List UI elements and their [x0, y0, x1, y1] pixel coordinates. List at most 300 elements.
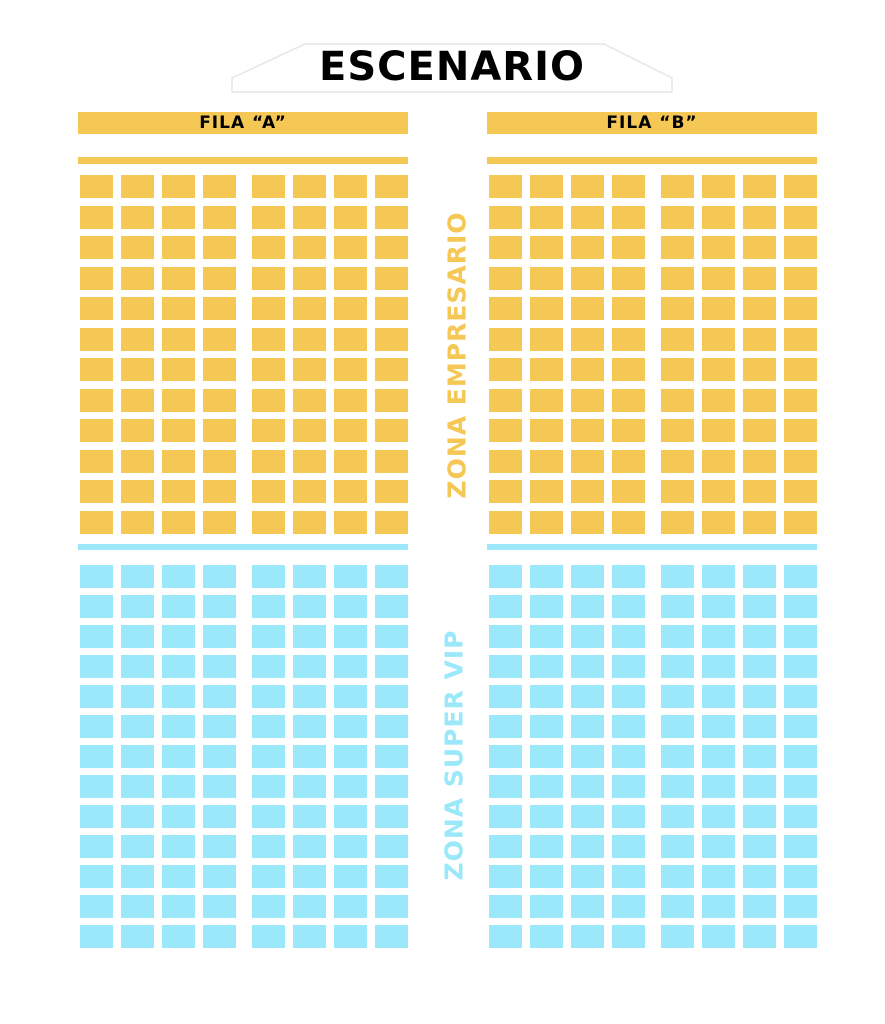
seat[interactable] — [293, 358, 326, 381]
seat[interactable] — [530, 328, 563, 351]
seat[interactable] — [334, 895, 367, 918]
seat[interactable] — [203, 206, 236, 229]
seat[interactable] — [334, 655, 367, 678]
seat[interactable] — [375, 480, 408, 503]
seat[interactable] — [489, 565, 522, 588]
seat[interactable] — [661, 175, 694, 198]
seat[interactable] — [203, 328, 236, 351]
seat[interactable] — [121, 358, 154, 381]
seat[interactable] — [334, 805, 367, 828]
seat[interactable] — [530, 175, 563, 198]
seat[interactable] — [784, 745, 817, 768]
seat[interactable] — [203, 297, 236, 320]
seat[interactable] — [162, 450, 195, 473]
seat[interactable] — [203, 895, 236, 918]
seat[interactable] — [702, 328, 735, 351]
seat[interactable] — [80, 328, 113, 351]
seat[interactable] — [661, 565, 694, 588]
seat[interactable] — [293, 625, 326, 648]
seat[interactable] — [252, 835, 285, 858]
seat[interactable] — [293, 685, 326, 708]
seat[interactable] — [252, 745, 285, 768]
seat[interactable] — [530, 685, 563, 708]
seat[interactable] — [612, 511, 645, 534]
seat[interactable] — [203, 419, 236, 442]
seat[interactable] — [571, 419, 604, 442]
seat[interactable] — [489, 328, 522, 351]
seat[interactable] — [530, 450, 563, 473]
seat[interactable] — [334, 175, 367, 198]
seat[interactable] — [743, 745, 776, 768]
seat[interactable] — [203, 236, 236, 259]
seat[interactable] — [121, 865, 154, 888]
seat[interactable] — [702, 655, 735, 678]
seat[interactable] — [121, 297, 154, 320]
seat[interactable] — [489, 511, 522, 534]
seat[interactable] — [162, 685, 195, 708]
seat[interactable] — [743, 925, 776, 948]
seat[interactable] — [80, 745, 113, 768]
seat[interactable] — [121, 206, 154, 229]
seat[interactable] — [489, 805, 522, 828]
seat[interactable] — [375, 895, 408, 918]
seat[interactable] — [203, 565, 236, 588]
seat[interactable] — [252, 206, 285, 229]
seat[interactable] — [80, 595, 113, 618]
seat[interactable] — [80, 419, 113, 442]
seat[interactable] — [743, 865, 776, 888]
seat[interactable] — [743, 715, 776, 738]
seat[interactable] — [743, 895, 776, 918]
seat[interactable] — [571, 685, 604, 708]
seat[interactable] — [252, 419, 285, 442]
seat[interactable] — [530, 297, 563, 320]
seat[interactable] — [702, 419, 735, 442]
seat[interactable] — [489, 625, 522, 648]
seat[interactable] — [702, 925, 735, 948]
seat[interactable] — [743, 685, 776, 708]
seat[interactable] — [334, 745, 367, 768]
seat[interactable] — [784, 565, 817, 588]
seat[interactable] — [661, 835, 694, 858]
seat[interactable] — [203, 175, 236, 198]
seat[interactable] — [80, 565, 113, 588]
seat[interactable] — [489, 895, 522, 918]
seat[interactable] — [162, 175, 195, 198]
seat[interactable] — [334, 236, 367, 259]
seat[interactable] — [784, 267, 817, 290]
seat[interactable] — [489, 865, 522, 888]
seat[interactable] — [375, 175, 408, 198]
seat[interactable] — [252, 775, 285, 798]
seat[interactable] — [571, 480, 604, 503]
seat[interactable] — [784, 655, 817, 678]
seat[interactable] — [334, 625, 367, 648]
seat[interactable] — [121, 895, 154, 918]
seat[interactable] — [612, 236, 645, 259]
seat[interactable] — [375, 865, 408, 888]
seat[interactable] — [252, 865, 285, 888]
seat[interactable] — [571, 206, 604, 229]
seat[interactable] — [203, 805, 236, 828]
seat[interactable] — [334, 775, 367, 798]
seat[interactable] — [80, 805, 113, 828]
seat[interactable] — [162, 865, 195, 888]
seat[interactable] — [334, 595, 367, 618]
seat[interactable] — [203, 865, 236, 888]
seat[interactable] — [334, 715, 367, 738]
seat[interactable] — [203, 480, 236, 503]
seat[interactable] — [702, 389, 735, 412]
seat[interactable] — [203, 655, 236, 678]
seat[interactable] — [162, 655, 195, 678]
seat[interactable] — [293, 565, 326, 588]
seat[interactable] — [293, 745, 326, 768]
seat[interactable] — [293, 328, 326, 351]
seat[interactable] — [334, 511, 367, 534]
seat[interactable] — [743, 297, 776, 320]
seat[interactable] — [784, 419, 817, 442]
seat[interactable] — [80, 895, 113, 918]
seat[interactable] — [612, 925, 645, 948]
seat[interactable] — [612, 297, 645, 320]
seat[interactable] — [661, 715, 694, 738]
seat[interactable] — [571, 865, 604, 888]
seat[interactable] — [334, 358, 367, 381]
seat[interactable] — [743, 655, 776, 678]
seat[interactable] — [784, 775, 817, 798]
seat[interactable] — [612, 745, 645, 768]
seat[interactable] — [784, 297, 817, 320]
seat[interactable] — [702, 685, 735, 708]
seat[interactable] — [252, 328, 285, 351]
seat[interactable] — [702, 865, 735, 888]
seat[interactable] — [203, 450, 236, 473]
seat[interactable] — [121, 625, 154, 648]
seat[interactable] — [162, 511, 195, 534]
seat[interactable] — [530, 835, 563, 858]
seat[interactable] — [252, 175, 285, 198]
seat[interactable] — [571, 835, 604, 858]
seat[interactable] — [252, 297, 285, 320]
seat[interactable] — [530, 895, 563, 918]
seat[interactable] — [252, 236, 285, 259]
seat[interactable] — [571, 175, 604, 198]
seat[interactable] — [530, 715, 563, 738]
seat[interactable] — [702, 480, 735, 503]
seat[interactable] — [571, 745, 604, 768]
seat[interactable] — [743, 835, 776, 858]
seat[interactable] — [375, 389, 408, 412]
seat[interactable] — [80, 267, 113, 290]
seat[interactable] — [784, 625, 817, 648]
seat[interactable] — [334, 685, 367, 708]
seat[interactable] — [743, 450, 776, 473]
seat[interactable] — [80, 865, 113, 888]
seat[interactable] — [375, 655, 408, 678]
seat[interactable] — [80, 775, 113, 798]
seat[interactable] — [661, 805, 694, 828]
seat[interactable] — [203, 625, 236, 648]
seat[interactable] — [121, 450, 154, 473]
seat[interactable] — [661, 480, 694, 503]
seat[interactable] — [743, 595, 776, 618]
seat[interactable] — [571, 389, 604, 412]
seat[interactable] — [203, 835, 236, 858]
seat[interactable] — [489, 835, 522, 858]
seat[interactable] — [661, 267, 694, 290]
seat[interactable] — [784, 925, 817, 948]
seat[interactable] — [162, 236, 195, 259]
seat[interactable] — [702, 175, 735, 198]
seat[interactable] — [334, 865, 367, 888]
seat[interactable] — [80, 655, 113, 678]
seat[interactable] — [162, 565, 195, 588]
seat[interactable] — [612, 715, 645, 738]
seat[interactable] — [612, 835, 645, 858]
seat[interactable] — [252, 511, 285, 534]
seat[interactable] — [121, 655, 154, 678]
seat[interactable] — [489, 389, 522, 412]
seat[interactable] — [121, 175, 154, 198]
seat[interactable] — [784, 206, 817, 229]
seat[interactable] — [612, 895, 645, 918]
seat[interactable] — [375, 450, 408, 473]
seat[interactable] — [334, 450, 367, 473]
seat[interactable] — [80, 206, 113, 229]
seat[interactable] — [334, 565, 367, 588]
seat[interactable] — [252, 715, 285, 738]
seat[interactable] — [702, 835, 735, 858]
seat[interactable] — [293, 236, 326, 259]
seat[interactable] — [571, 511, 604, 534]
seat[interactable] — [661, 655, 694, 678]
seat[interactable] — [293, 775, 326, 798]
seat[interactable] — [162, 745, 195, 768]
seat[interactable] — [661, 450, 694, 473]
seat[interactable] — [375, 565, 408, 588]
seat[interactable] — [80, 236, 113, 259]
seat[interactable] — [162, 715, 195, 738]
seat[interactable] — [334, 419, 367, 442]
seat[interactable] — [121, 745, 154, 768]
seat[interactable] — [293, 419, 326, 442]
seat[interactable] — [334, 267, 367, 290]
seat[interactable] — [80, 925, 113, 948]
seat[interactable] — [334, 297, 367, 320]
seat[interactable] — [702, 775, 735, 798]
seat[interactable] — [489, 685, 522, 708]
seat[interactable] — [612, 450, 645, 473]
seat[interactable] — [252, 655, 285, 678]
seat[interactable] — [743, 805, 776, 828]
seat[interactable] — [530, 655, 563, 678]
seat[interactable] — [334, 328, 367, 351]
seat[interactable] — [661, 895, 694, 918]
seat[interactable] — [784, 715, 817, 738]
seat[interactable] — [743, 236, 776, 259]
seat[interactable] — [489, 745, 522, 768]
seat[interactable] — [203, 389, 236, 412]
seat[interactable] — [121, 419, 154, 442]
seat[interactable] — [571, 595, 604, 618]
seat[interactable] — [252, 450, 285, 473]
seat[interactable] — [162, 358, 195, 381]
seat[interactable] — [375, 685, 408, 708]
seat[interactable] — [375, 595, 408, 618]
seat[interactable] — [293, 715, 326, 738]
seat[interactable] — [530, 805, 563, 828]
seat[interactable] — [784, 389, 817, 412]
seat[interactable] — [293, 925, 326, 948]
seat[interactable] — [293, 865, 326, 888]
seat[interactable] — [121, 565, 154, 588]
seat[interactable] — [661, 595, 694, 618]
seat[interactable] — [375, 328, 408, 351]
seat[interactable] — [293, 389, 326, 412]
seat[interactable] — [80, 297, 113, 320]
seat[interactable] — [489, 175, 522, 198]
seat[interactable] — [530, 480, 563, 503]
seat[interactable] — [743, 389, 776, 412]
seat[interactable] — [162, 297, 195, 320]
seat[interactable] — [571, 715, 604, 738]
seat[interactable] — [702, 236, 735, 259]
seat[interactable] — [293, 655, 326, 678]
seat[interactable] — [121, 389, 154, 412]
seat[interactable] — [702, 206, 735, 229]
seat[interactable] — [293, 450, 326, 473]
seat[interactable] — [702, 565, 735, 588]
seat[interactable] — [334, 925, 367, 948]
seat[interactable] — [203, 745, 236, 768]
seat[interactable] — [375, 236, 408, 259]
seat[interactable] — [530, 595, 563, 618]
seat[interactable] — [571, 895, 604, 918]
seat[interactable] — [489, 236, 522, 259]
seat[interactable] — [530, 419, 563, 442]
seat[interactable] — [203, 715, 236, 738]
seat[interactable] — [375, 267, 408, 290]
seat[interactable] — [375, 925, 408, 948]
seat[interactable] — [571, 805, 604, 828]
seat[interactable] — [702, 511, 735, 534]
seat[interactable] — [571, 358, 604, 381]
seat[interactable] — [121, 236, 154, 259]
seat[interactable] — [80, 389, 113, 412]
seat[interactable] — [530, 511, 563, 534]
seat[interactable] — [784, 450, 817, 473]
seat[interactable] — [661, 297, 694, 320]
seat[interactable] — [702, 358, 735, 381]
seat[interactable] — [661, 865, 694, 888]
seat[interactable] — [162, 925, 195, 948]
seat[interactable] — [784, 895, 817, 918]
seat[interactable] — [162, 480, 195, 503]
seat[interactable] — [784, 685, 817, 708]
seat[interactable] — [571, 236, 604, 259]
seat[interactable] — [162, 805, 195, 828]
seat[interactable] — [162, 206, 195, 229]
seat[interactable] — [252, 358, 285, 381]
seat[interactable] — [661, 358, 694, 381]
seat[interactable] — [702, 595, 735, 618]
seat[interactable] — [121, 805, 154, 828]
seat[interactable] — [661, 328, 694, 351]
seat[interactable] — [162, 595, 195, 618]
seat[interactable] — [784, 358, 817, 381]
seat[interactable] — [375, 625, 408, 648]
seat[interactable] — [571, 297, 604, 320]
seat[interactable] — [612, 805, 645, 828]
seat[interactable] — [375, 745, 408, 768]
seat[interactable] — [571, 565, 604, 588]
seat[interactable] — [80, 450, 113, 473]
seat[interactable] — [80, 511, 113, 534]
seat[interactable] — [293, 805, 326, 828]
seat[interactable] — [489, 297, 522, 320]
seat[interactable] — [162, 419, 195, 442]
seat[interactable] — [489, 775, 522, 798]
seat[interactable] — [252, 895, 285, 918]
seat[interactable] — [293, 297, 326, 320]
seat[interactable] — [784, 511, 817, 534]
seat[interactable] — [293, 895, 326, 918]
seat[interactable] — [784, 835, 817, 858]
seat[interactable] — [530, 925, 563, 948]
seat[interactable] — [252, 267, 285, 290]
seat[interactable] — [162, 625, 195, 648]
seat[interactable] — [743, 358, 776, 381]
seat[interactable] — [121, 715, 154, 738]
seat[interactable] — [612, 685, 645, 708]
seat[interactable] — [784, 236, 817, 259]
seat[interactable] — [530, 865, 563, 888]
seat[interactable] — [293, 267, 326, 290]
seat[interactable] — [784, 595, 817, 618]
seat[interactable] — [571, 925, 604, 948]
seat[interactable] — [375, 835, 408, 858]
seat[interactable] — [571, 328, 604, 351]
seat[interactable] — [743, 206, 776, 229]
seat[interactable] — [743, 267, 776, 290]
seat[interactable] — [743, 511, 776, 534]
seat[interactable] — [489, 267, 522, 290]
seat[interactable] — [203, 595, 236, 618]
seat[interactable] — [252, 480, 285, 503]
seat[interactable] — [293, 835, 326, 858]
seat[interactable] — [489, 419, 522, 442]
seat[interactable] — [162, 389, 195, 412]
seat[interactable] — [530, 565, 563, 588]
seat[interactable] — [743, 775, 776, 798]
seat[interactable] — [743, 419, 776, 442]
seat[interactable] — [293, 480, 326, 503]
seat[interactable] — [203, 775, 236, 798]
seat[interactable] — [702, 450, 735, 473]
seat[interactable] — [121, 480, 154, 503]
seat[interactable] — [530, 625, 563, 648]
seat[interactable] — [784, 865, 817, 888]
seat[interactable] — [80, 685, 113, 708]
seat[interactable] — [612, 865, 645, 888]
seat[interactable] — [702, 715, 735, 738]
seat[interactable] — [784, 805, 817, 828]
seat[interactable] — [571, 267, 604, 290]
seat[interactable] — [661, 775, 694, 798]
seat[interactable] — [489, 715, 522, 738]
seat[interactable] — [203, 267, 236, 290]
